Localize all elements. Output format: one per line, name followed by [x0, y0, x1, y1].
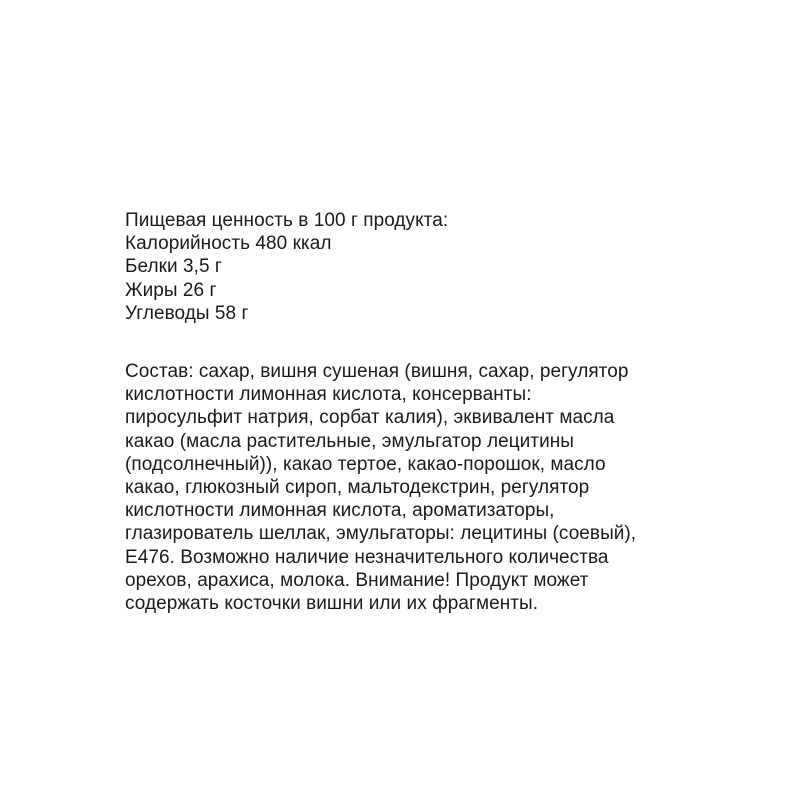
nutrition-heading: Пищевая ценность в 100 г продукта: — [125, 210, 449, 231]
nutrition-fat: Жиры 26 г — [125, 279, 217, 301]
nutrition-protein: Белки 3,5 г — [125, 256, 222, 278]
ingredients-line: орехов, арахиса, молока. Внимание! Продукт может — [125, 569, 589, 591]
ingredients-line: пиросульфит натрия, сорбат калия), эквивалент масла — [125, 407, 615, 429]
product-text-block — [125, 209, 685, 615]
ingredients-text — [125, 360, 685, 615]
ingredients-line: какао (масла растительные, эмульгатор лецитины — [125, 430, 574, 452]
nutrition-facts — [125, 209, 685, 325]
ingredients-line: какао, глюкозный сироп, мальтодекстрин, регулятор — [125, 477, 590, 499]
ingredients-line: (подсолнечный)), какао тертое, какао-порошок, масло — [125, 453, 606, 475]
ingredients-line: содержать косточки вишни или их фрагменты. — [125, 593, 539, 615]
section-spacer — [125, 325, 685, 360]
ingredients-line: кислотности лимонная кислота, ароматизаторы, — [125, 500, 555, 522]
ingredients-line: глазирователь шеллак, эмульгаторы: лецитины (соевый), — [125, 523, 637, 545]
nutrition-carbohydrates: Углеводы 58 г — [125, 302, 249, 324]
ingredients-line: кислотности лимонная кислота, консерванты: — [125, 384, 532, 406]
ingredients-line: Состав: сахар, вишня сушеная (вишня, сахар, регулятор — [125, 361, 629, 383]
ingredients-line: Е476. Возможно наличие незначительного количества — [125, 546, 609, 568]
nutrition-calories: Калорийность 480 ккал — [125, 233, 332, 255]
